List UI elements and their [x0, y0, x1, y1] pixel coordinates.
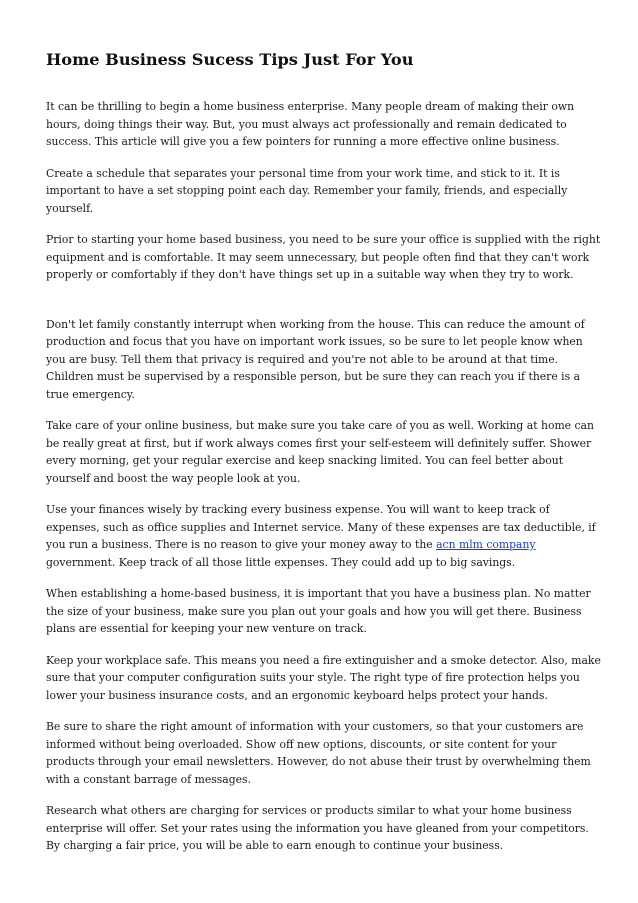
- acn-mlm-company-link[interactable]: acn mlm company: [436, 538, 536, 551]
- paragraph-workplace-safety: Keep your workplace safe. This means you need a fire extinguisher and a smoke detector. Also, make sure that your computer configuration suits your style. The right type of fire protection helps you lower your business insurance costs, and an ergonomic keyboard helps protect your hands.: [46, 653, 601, 702]
- paragraph-self-care: Take care of your online business, but make sure you take care of you as well. Working at home can be really great at first, but if work always comes first your self-esteem will definitely suffer. Shower every morning, get your regular exercise and keep snacking limited. You can feel better about yourself and boost the way people look at you.: [46, 419, 594, 485]
- paragraph-pricing: Research what others are charging for services or products similar to what your home business enterprise will offer. Set your rates using the information you have gleaned from your competitors. By charging a fair price, you will be able to earn enough to continue your business.: [46, 804, 589, 852]
- finances-text-after-link: government. Keep track of all those little expenses. They could add up to big savings.: [46, 555, 516, 569]
- document-title: Home Business Sucess Tips Just For You: [46, 50, 414, 69]
- paragraph-customer-info: Be sure to share the right amount of information with your customers, so that your customers are informed without being overloaded. Show off new options, discounts, or site content for your products through your email newsletters. However, do not abuse their trust by overwhelming them with a constant barrage of messages.: [46, 720, 591, 786]
- paragraph-office: Prior to starting your home based business, you need to be sure your office is supplied with the right equipment and is comfortable. It may seem unnecessary, but people often find that they can't work properly or comfortably if they don't have things set up in a suitable way when they try to work.: [46, 233, 601, 281]
- finances-text-before-link: Use your finances wisely by tracking every business expense. You will want to keep track of expenses, such as office supplies and Internet service. Many of these expenses are tax deductible, if you run a business. There is no reason to give your money away to the: [46, 503, 596, 551]
- paragraph-business-plan: When establishing a home-based business, it is important that you have a business plan. No matter the size of your business, make sure you plan out your goals and how you will get there. Business plans are essential for keeping your new venture on track.: [46, 587, 591, 635]
- document-body: [46, 98, 602, 869]
- paragraph-finances: [46, 501, 602, 571]
- paragraph-schedule: Create a schedule that separates your personal time from your work time, and stick to it. It is important to have a set stopping point each day. Remember your family, friends, and especially yourself.: [46, 166, 568, 215]
- paragraph-intro: It can be thrilling to begin a home business enterprise. Many people dream of making their own hours, doing things their way. But, you must always act professionally and remain dedicated to success. This article will give you a few pointers for running a more effective online business.: [46, 100, 575, 148]
- paragraph-family: Don't let family constantly interrupt when working from the house. This can reduce the amount of production and focus that you have on important work issues, so be sure to let people know when you are busy. Tell them that privacy is required and you're not able to be around at that time. Children must be supervised by a responsible person, but be sure they can reach you if there is a true emergency.: [46, 317, 585, 401]
